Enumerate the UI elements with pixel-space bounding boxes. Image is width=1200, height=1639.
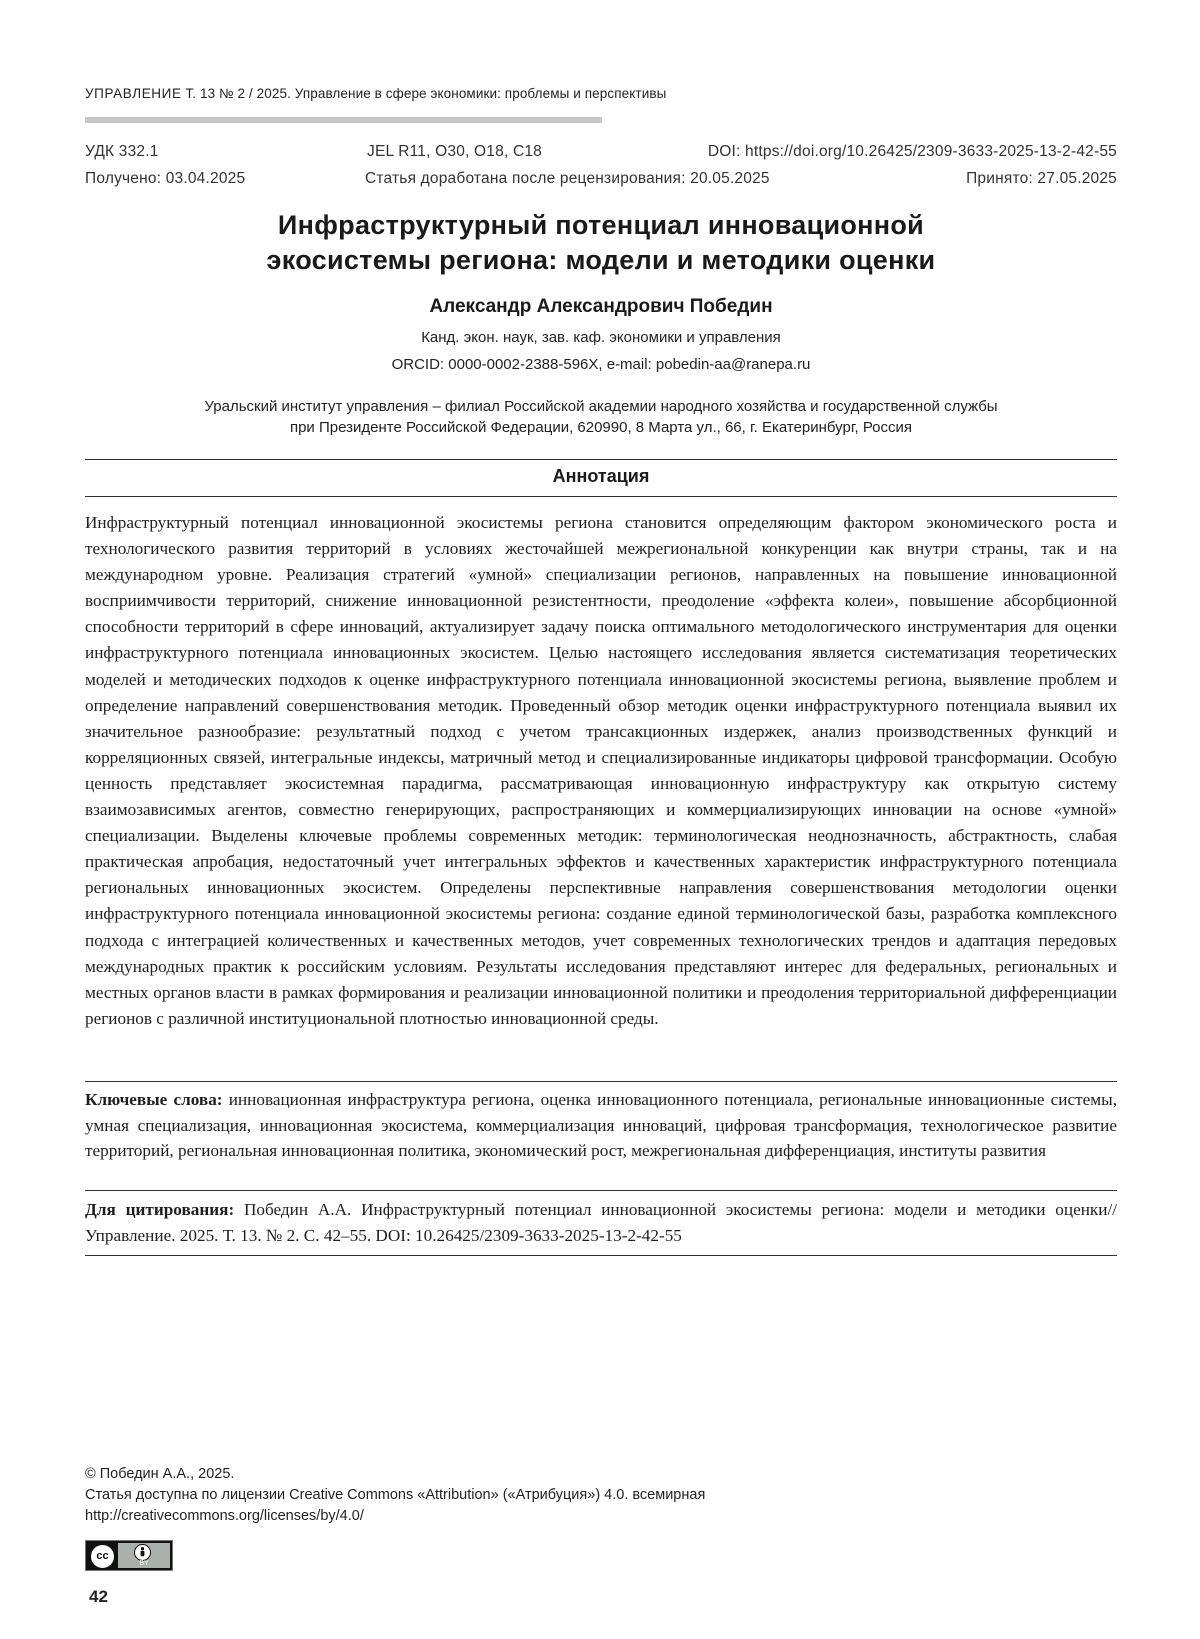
citation-text: Победин А.А. Инфраструктурный потенциал инновационной экосистемы региона: модели и методики оценки//Управление. 2025. Т. 13. № 2. С. 42–55. DOI: 10.26425/2309-3633-2025-13-2-42-55 — [85, 1200, 1117, 1245]
author-contacts: ORCID: 0000-0002-2388-596X, e-mail: pobedin-aa@ranepa.ru — [391, 356, 811, 373]
keywords-label: Ключевые слова: — [85, 1090, 223, 1109]
doi-link[interactable]: DOI: https://doi.org/10.26425/2309-3633-2025-13-2-42-55 — [707, 143, 1117, 160]
author-position: Канд. экон. наук, зав. каф. экономики и управления — [421, 329, 781, 346]
divider — [85, 1255, 1117, 1256]
author-affiliation — [85, 396, 1117, 438]
running-header — [85, 86, 666, 101]
citation-block — [85, 1197, 1117, 1248]
divider — [85, 1190, 1117, 1191]
journal-name: УПРАВЛЕНИЕ — [85, 86, 182, 101]
divider — [85, 496, 1117, 497]
copyright-text: © Победин А.А., 2025. — [85, 1466, 235, 1482]
revised-date: Статья доработана после рецензирования: 20.05.2025 — [365, 170, 770, 187]
attribution-person-icon — [134, 1544, 151, 1561]
header-bar — [85, 117, 602, 123]
jel-codes: JEL R11, O30, O18, C18 — [367, 143, 542, 160]
accepted-date: Принято: 27.05.2025 — [966, 170, 1117, 187]
license-url[interactable]: http://creativecommons.org/licenses/by/4.0/ — [85, 1508, 364, 1524]
license-footer — [85, 1464, 705, 1527]
page-number: 42 — [89, 1587, 108, 1606]
author-name: Александр Александрович Победин — [429, 296, 773, 317]
article-title — [85, 208, 1117, 278]
divider — [85, 459, 1117, 460]
divider — [85, 1081, 1117, 1082]
issue-info: Т. 13 № 2 / 2025. Управление в сфере экономики: проблемы и перспективы — [185, 86, 667, 101]
title-line-2: экосистемы региона: модели и методики оценки — [266, 245, 936, 275]
cc-icon: cc — [90, 1544, 115, 1569]
affiliation-line-1: Уральский институт управления – филиал Российской академии народного хозяйства и государственной службы — [204, 398, 998, 415]
keywords-block — [85, 1087, 1117, 1164]
title-line-1: Инфраструктурный потенциал инновационной — [277, 210, 925, 240]
license-text: Статья доступна по лицензии Creative Commons «Attribution» («Атрибуция») 4.0. всемирная — [85, 1487, 706, 1503]
affiliation-line-2: при Президенте Российской Федерации, 620990, 8 Марта ул., 66, г. Екатеринбург, Россия — [289, 419, 913, 436]
abstract-text: Инфраструктурный потенциал инновационной экосистемы региона становится определяющим фактором экономического роста и технологического развития территорий в условиях жесточайшей межрегиональной конкуренции как внутри страны, так и на международном уровне. Реализация стратегий «умной» специализации регионов, направленных на повышение инновационной восприимчивости территорий, снижение инновационной резистентности, преодоление «эффекта колеи», повышение абсорбционной способности территорий в сфере инноваций, актуализирует задачу поиска оптимального методологического инструментария для оценки инфраструктурного потенциала инновационных экосистем. Целью настоящего исследования является систематизация теоретических моделей и методических подходов к оценке инфраструктурного потенциала инновационной экосистемы региона, выявление проблем и определение направлений совершенствования методик. Проведенный обзор методик оценки инфраструктурного потенциала выявил их значительное разнообразие: результатный подход с учетом трансакционных издержек, анализ производственных функций и корреляционных связей, интегральные индексы, матричный метод и специализированные индикаторы цифровой трансформации. Особую ценность представляет экосистемная парадигма, рассматривающая инновационную инфраструктуру как открытую систему взаимозависимых агентов, совместно генерирующих, распространяющих и коммерциализирующих инновации на основе «умной» специализации. Выделены ключевые проблемы современных методик: терминологическая неоднозначность, абстрактность, слабая практическая апробация, недостаточный учет интегральных эффектов и качественных характеристик инфраструктурного потенциала региональных инновационных экосистем. Определены перспективные направления совершенствования методологии оценки инфраструктурного потенциала инновационной экосистемы региона: создание единой терминологической базы, разработка комплексного подхода с интеграцией количественных и качественных методов, учет современных технологических трендов и адаптация передовых международных практик к российским условиям. Результаты исследования представляют интерес для федеральных, региональных и местных органов власти в рамках формирования и реализации инновационной политики и преодоления территориальной дифференциации регионов с различной институциональной плотностью инновационной среды. — [85, 513, 1117, 1028]
by-label: BY — [139, 1560, 149, 1567]
udk-code: УДК 332.1 — [85, 143, 159, 160]
keywords-text: инновационная инфраструктура региона, оценка инновационного потенциала, региональные инновационные системы, умная специализация, инновационная экосистема, коммерциализация инноваций, цифровая трансформация, технологическое развитие территорий, региональная инновационная политика, экономический рост, межрегиональная дифференциация, институты развития — [85, 1090, 1117, 1160]
received-date: Получено: 03.04.2025 — [85, 170, 246, 187]
abstract-heading: Аннотация — [552, 466, 650, 486]
by-panel — [118, 1543, 170, 1568]
cc-by-license-badge[interactable] — [85, 1540, 173, 1571]
citation-label: Для цитирования: — [85, 1200, 235, 1219]
